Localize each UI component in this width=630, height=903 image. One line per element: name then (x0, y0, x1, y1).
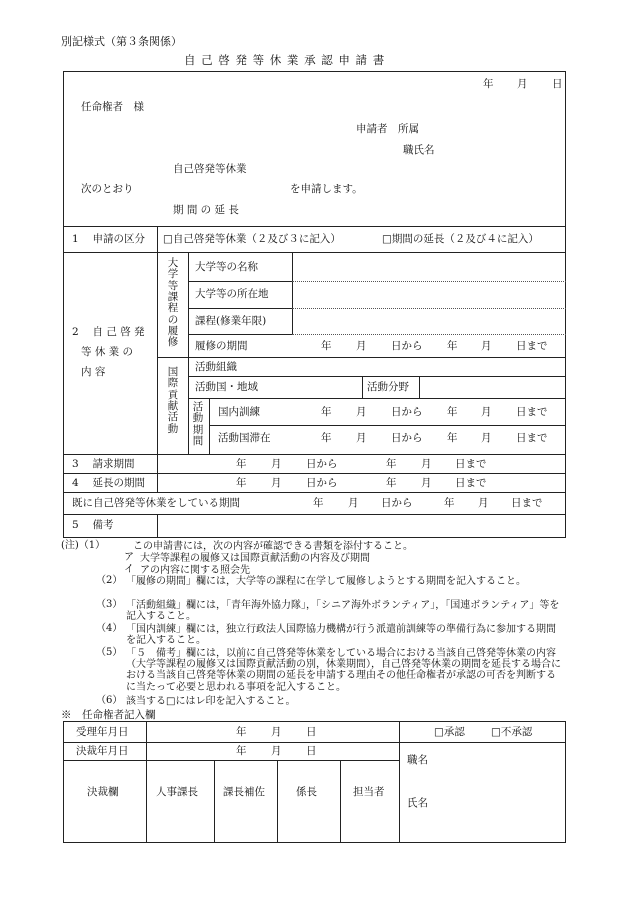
applicant-affiliation-label: 申請者 所属 (356, 123, 419, 135)
univ-course-label: 課程(修業年限) (195, 315, 267, 327)
form-reference: 別記様式（第３条関係） (61, 35, 182, 48)
option-period-extension[interactable]: 期 間 の 延 長 (173, 204, 239, 216)
page: 別記様式（第３条関係） 自 己 啓 発 等 休 業 承 認 申 請 書 年 月 日 任命権者 様 申請者 所属 職氏名 自己啓発等休業 次のとおり を申請します。 期 間 の 延 長 1 申請の区分 □自己啓発等休業（２及び３に記入） □期間の延長（２及び４に記入） 2 自 己 啓 発 等 休 業 の 内 容 大学等課程の履修 国際貢献活動 活動期間 大学等の名称 大学等の所在地 課程(修業年限) 履修の期間 活動組織 活動国・地域 活動分野 国内訓練 活動国滞在 年 月 日から 年 月 日まで 年 月 日から 年 月 日まで 年 月 日から 年 月 日まで 3 請求期間 年 月 日から 年 月 日まで 4 延長の期間 年 月 日から 年 月 日まで 既に自己啓発等休業をしている期間 年 月 日から 年 月 日まで 5 備考 (注)（1） この申請書には，次の内容が確認できる書類を添付すること。 ア 大学等課程の履修又は国際貢献活動の内容及び期間 イ アの内容に関する照会先 （2） 「履修の期間」欄には，大学等の課程に在学して履修しようとする期間を記入すること。 （3） 「活動組織」欄には，「青年海外協力隊」，「シニア海外ボランティア」，「国連ボランティア」等を記入すること。 （4） 「国内訓練」欄には，独立行政法人国際協力機構が行う派遣前訓練等の準備行為に参加する期間を記入すること。 （5） 「５ 備考」欄には，以前に自己啓発等休業をしている場合における当該自己啓発等休業の内容（大学等課程の履修又は国際貢献活動の別，休業期間），自己啓発等休業の期間を延長する場合における当該自己啓発等休業の期間の延長を申請する理由その他任命権者が承認の可否を判断するに当たって必要と思われる事項を記入すること。 （6） 該当する□にはレ印を記入すること。 ※ 任命権者記入欄 受理年月日 年 月 日 □承認 □不承認 決裁年月日 年 月 日 職名 氏名 決裁欄 人事課長 課長補佐 係長 担当者 (0, 0, 630, 903)
univ-period-label: 履修の期間 (195, 340, 248, 352)
section1-label: 1 申請の区分 (72, 233, 146, 245)
prior-leave-period-label: 既に自己啓発等休業をしている期間 (72, 497, 240, 509)
univ-location-label: 大学等の所在地 (195, 288, 269, 300)
section1-choice-extension[interactable]: □期間の延長（２及び４に記入） (382, 233, 539, 245)
section2-label-line1: 2 自 己 啓 発 (72, 326, 145, 338)
intl-domestic-training-label: 国内訓練 (218, 406, 260, 418)
approve-checkbox[interactable]: □承認 (434, 726, 465, 738)
note-2-num: （2） (96, 575, 123, 586)
section2-label-line3: 内 容 (81, 366, 106, 378)
applicant-name-label: 職氏名 (403, 144, 435, 156)
note-4-text: 「国内訓練」欄には，独立行政法人国際協力機構が行う派遣前訓練等の準備行為に参加する期間を記入すること。 (126, 624, 556, 647)
note-6-num: （6） (96, 695, 123, 706)
decided-date-label: 決裁年月日 (76, 745, 129, 757)
note-2-text: 「履修の期間」欄には，大学等の課程に在学して履修しようとする期間を記入すること。 (126, 576, 526, 587)
date-day[interactable]: 日 (552, 78, 563, 90)
section1-choice-leave[interactable]: □自己啓発等休業（２及び３に記入） (163, 233, 341, 245)
intl-field-label: 活動分野 (367, 381, 409, 393)
staff-stamp[interactable]: 担当者 (353, 786, 385, 798)
section4-label: 4 延長の期間 (72, 477, 146, 489)
section5-label: 5 備考 (72, 519, 114, 531)
note-4-num: （4） (96, 623, 123, 634)
intl-activity-vertical-label: 国際貢献活動 (167, 366, 179, 435)
post-label: 職名 (407, 754, 428, 766)
option-self-development-leave[interactable]: 自己啓発等休業 (173, 163, 247, 175)
intl-abroad-stay-label: 活動国滞在 (218, 432, 271, 444)
section-chief-stamp[interactable]: 係長 (296, 786, 317, 798)
note-5-text: 「５ 備考」欄には，以前に自己啓発等休業をしている場合における当該自己啓発等休業の内容（大学等課程の履修又は国際貢献活動の別，休業期間），自己啓発等休業の期間を延長する場合における当該自己啓発等休業の期間の延長を申請する理由その他任命権者が承認の可否を判断するに当たって必要と思われる事項を記入すること。 (126, 648, 561, 693)
note-1b-num: イ (124, 564, 134, 575)
name-label: 氏名 (407, 797, 428, 809)
activity-period-vertical-label: 活動期間 (192, 401, 204, 447)
note-1a-num: ア (124, 552, 134, 563)
office-section-title: ※ 任命権者記入欄 (61, 709, 156, 721)
remarks-field[interactable] (158, 515, 565, 537)
date-month[interactable]: 月 (517, 78, 528, 90)
reject-checkbox[interactable]: □不承認 (491, 726, 533, 738)
univ-course-vertical-label: 大学等課程の履修 (167, 257, 179, 349)
addressee: 任命権者 様 (81, 101, 144, 113)
personnel-chief-stamp[interactable]: 人事課長 (156, 786, 198, 798)
note-6-text: 該当する□にはレ印を記入すること。 (126, 696, 296, 707)
univ-name-label: 大学等の名称 (195, 261, 258, 273)
intl-country-label: 活動国・地域 (195, 381, 258, 393)
section3-label: 3 請求期間 (72, 458, 135, 470)
approval-column-label: 決裁欄 (87, 786, 119, 798)
form-title: 自 己 啓 発 等 休 業 承 認 申 請 書 (184, 53, 386, 67)
assistant-chief-stamp[interactable]: 課長補佐 (223, 786, 265, 798)
note-3-num: （3） (96, 599, 123, 610)
note-3-text: 「活動組織」欄には，「青年海外協力隊」，「シニア海外ボランティア」，「国連ボランティア」等を記入すること。 (126, 600, 560, 623)
section2-label-line2: 等 休 業 の (81, 346, 134, 358)
note-1b-text: アの内容に関する照会先 (140, 565, 250, 576)
note-1-num: (注)（1） (61, 540, 106, 551)
note-5-num: （5） (96, 647, 123, 658)
intl-org-label: 活動組織 (195, 361, 237, 373)
date-year[interactable]: 年 (483, 78, 494, 90)
received-date-label: 受理年月日 (76, 726, 129, 738)
tail-text: を申請します。 (290, 183, 363, 195)
note-1a-text: 大学等課程の履修又は国際貢献活動の内容及び期間 (140, 553, 370, 564)
lead-text: 次のとおり (81, 183, 134, 195)
note-1-text: この申請書には，次の内容が確認できる書類を添付すること。 (133, 541, 413, 552)
